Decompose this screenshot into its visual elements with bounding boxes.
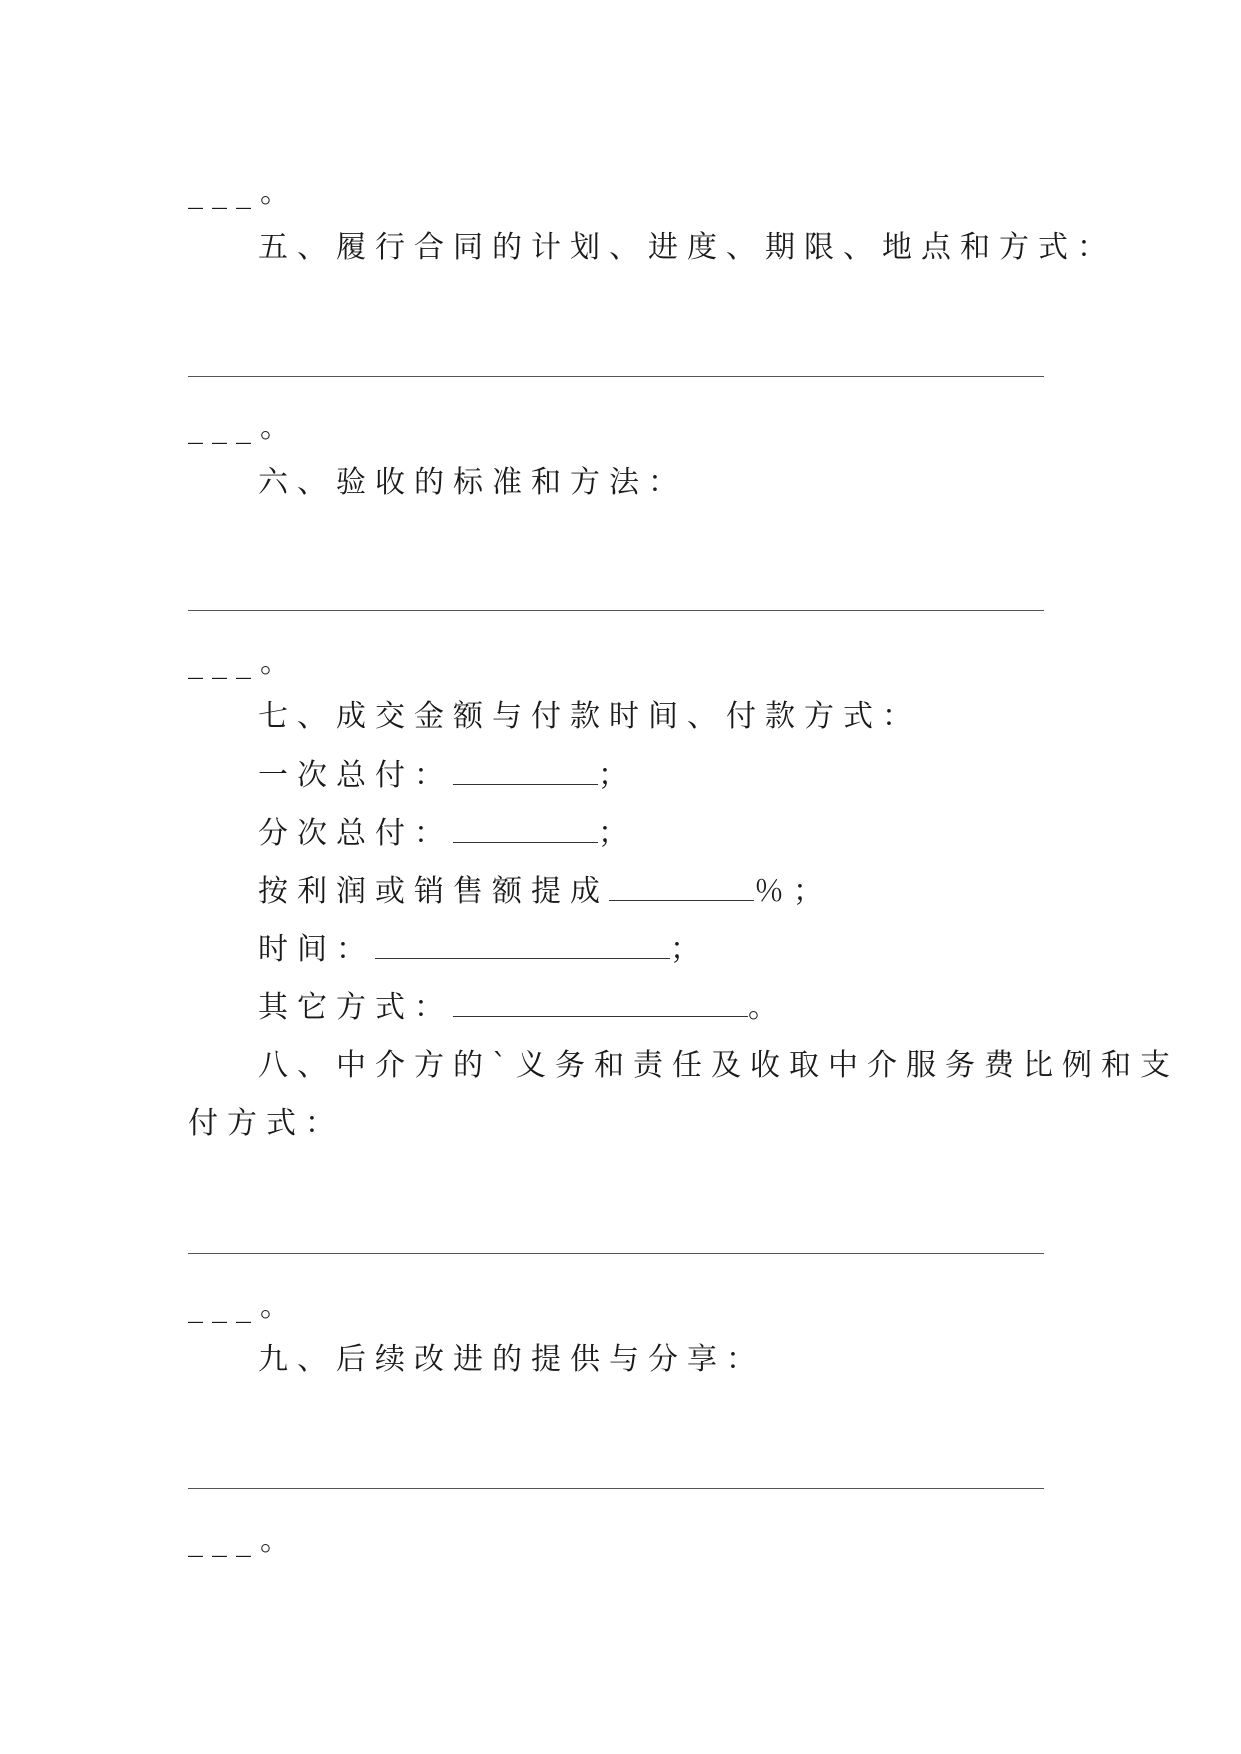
payment-lump-sum-label: 一次总付： bbox=[258, 758, 453, 793]
fill-in-blank bbox=[375, 932, 670, 959]
section-5-heading: 五、履行合同的计划、进度、期限、地点和方式： bbox=[258, 230, 1116, 265]
fill-in-blank bbox=[453, 758, 598, 785]
payment-other bbox=[258, 988, 787, 1028]
section-7-heading: 七、成交金额与付款时间、付款方式： bbox=[258, 699, 921, 734]
section-8-heading-cont: 付方式： bbox=[188, 1106, 344, 1141]
payment-commission-tail: ％； bbox=[754, 874, 832, 909]
fill-in-rule bbox=[188, 376, 1044, 377]
fill-in-blank bbox=[453, 990, 748, 1017]
fill-in-rule bbox=[188, 610, 1044, 611]
fill-in-blank bbox=[609, 874, 754, 901]
payment-other-label: 其它方式： bbox=[258, 990, 453, 1025]
payment-commission bbox=[258, 872, 832, 912]
payment-time-tail: ； bbox=[670, 932, 709, 967]
fill-in-rule bbox=[188, 1488, 1044, 1489]
fill-in-blank bbox=[453, 816, 598, 843]
fill-in-rule bbox=[188, 1253, 1044, 1254]
payment-time-label: 时间： bbox=[258, 932, 375, 967]
blank-line-end: ___。 bbox=[188, 645, 299, 680]
section-9-heading: 九、后续改进的提供与分享： bbox=[258, 1342, 765, 1377]
payment-time bbox=[258, 930, 709, 970]
blank-line-end: ___。 bbox=[188, 1289, 299, 1324]
blank-line-end: ___。 bbox=[188, 175, 299, 210]
payment-lump-sum-tail: ； bbox=[598, 758, 637, 793]
section-8-heading: 八、中介方的`义务和责任及收取中介服务费比例和支 bbox=[258, 1048, 1179, 1083]
blank-line-end: ___。 bbox=[188, 1523, 299, 1558]
payment-installments-tail: ； bbox=[598, 816, 637, 851]
payment-other-tail: 。 bbox=[748, 990, 787, 1025]
payment-lump-sum bbox=[258, 756, 637, 796]
payment-commission-label: 按利润或销售额提成 bbox=[258, 874, 609, 909]
blank-line-end: ___。 bbox=[188, 410, 299, 445]
payment-installments-label: 分次总付： bbox=[258, 816, 453, 851]
section-6-heading: 六、验收的标准和方法： bbox=[258, 465, 687, 500]
payment-installments bbox=[258, 814, 637, 854]
